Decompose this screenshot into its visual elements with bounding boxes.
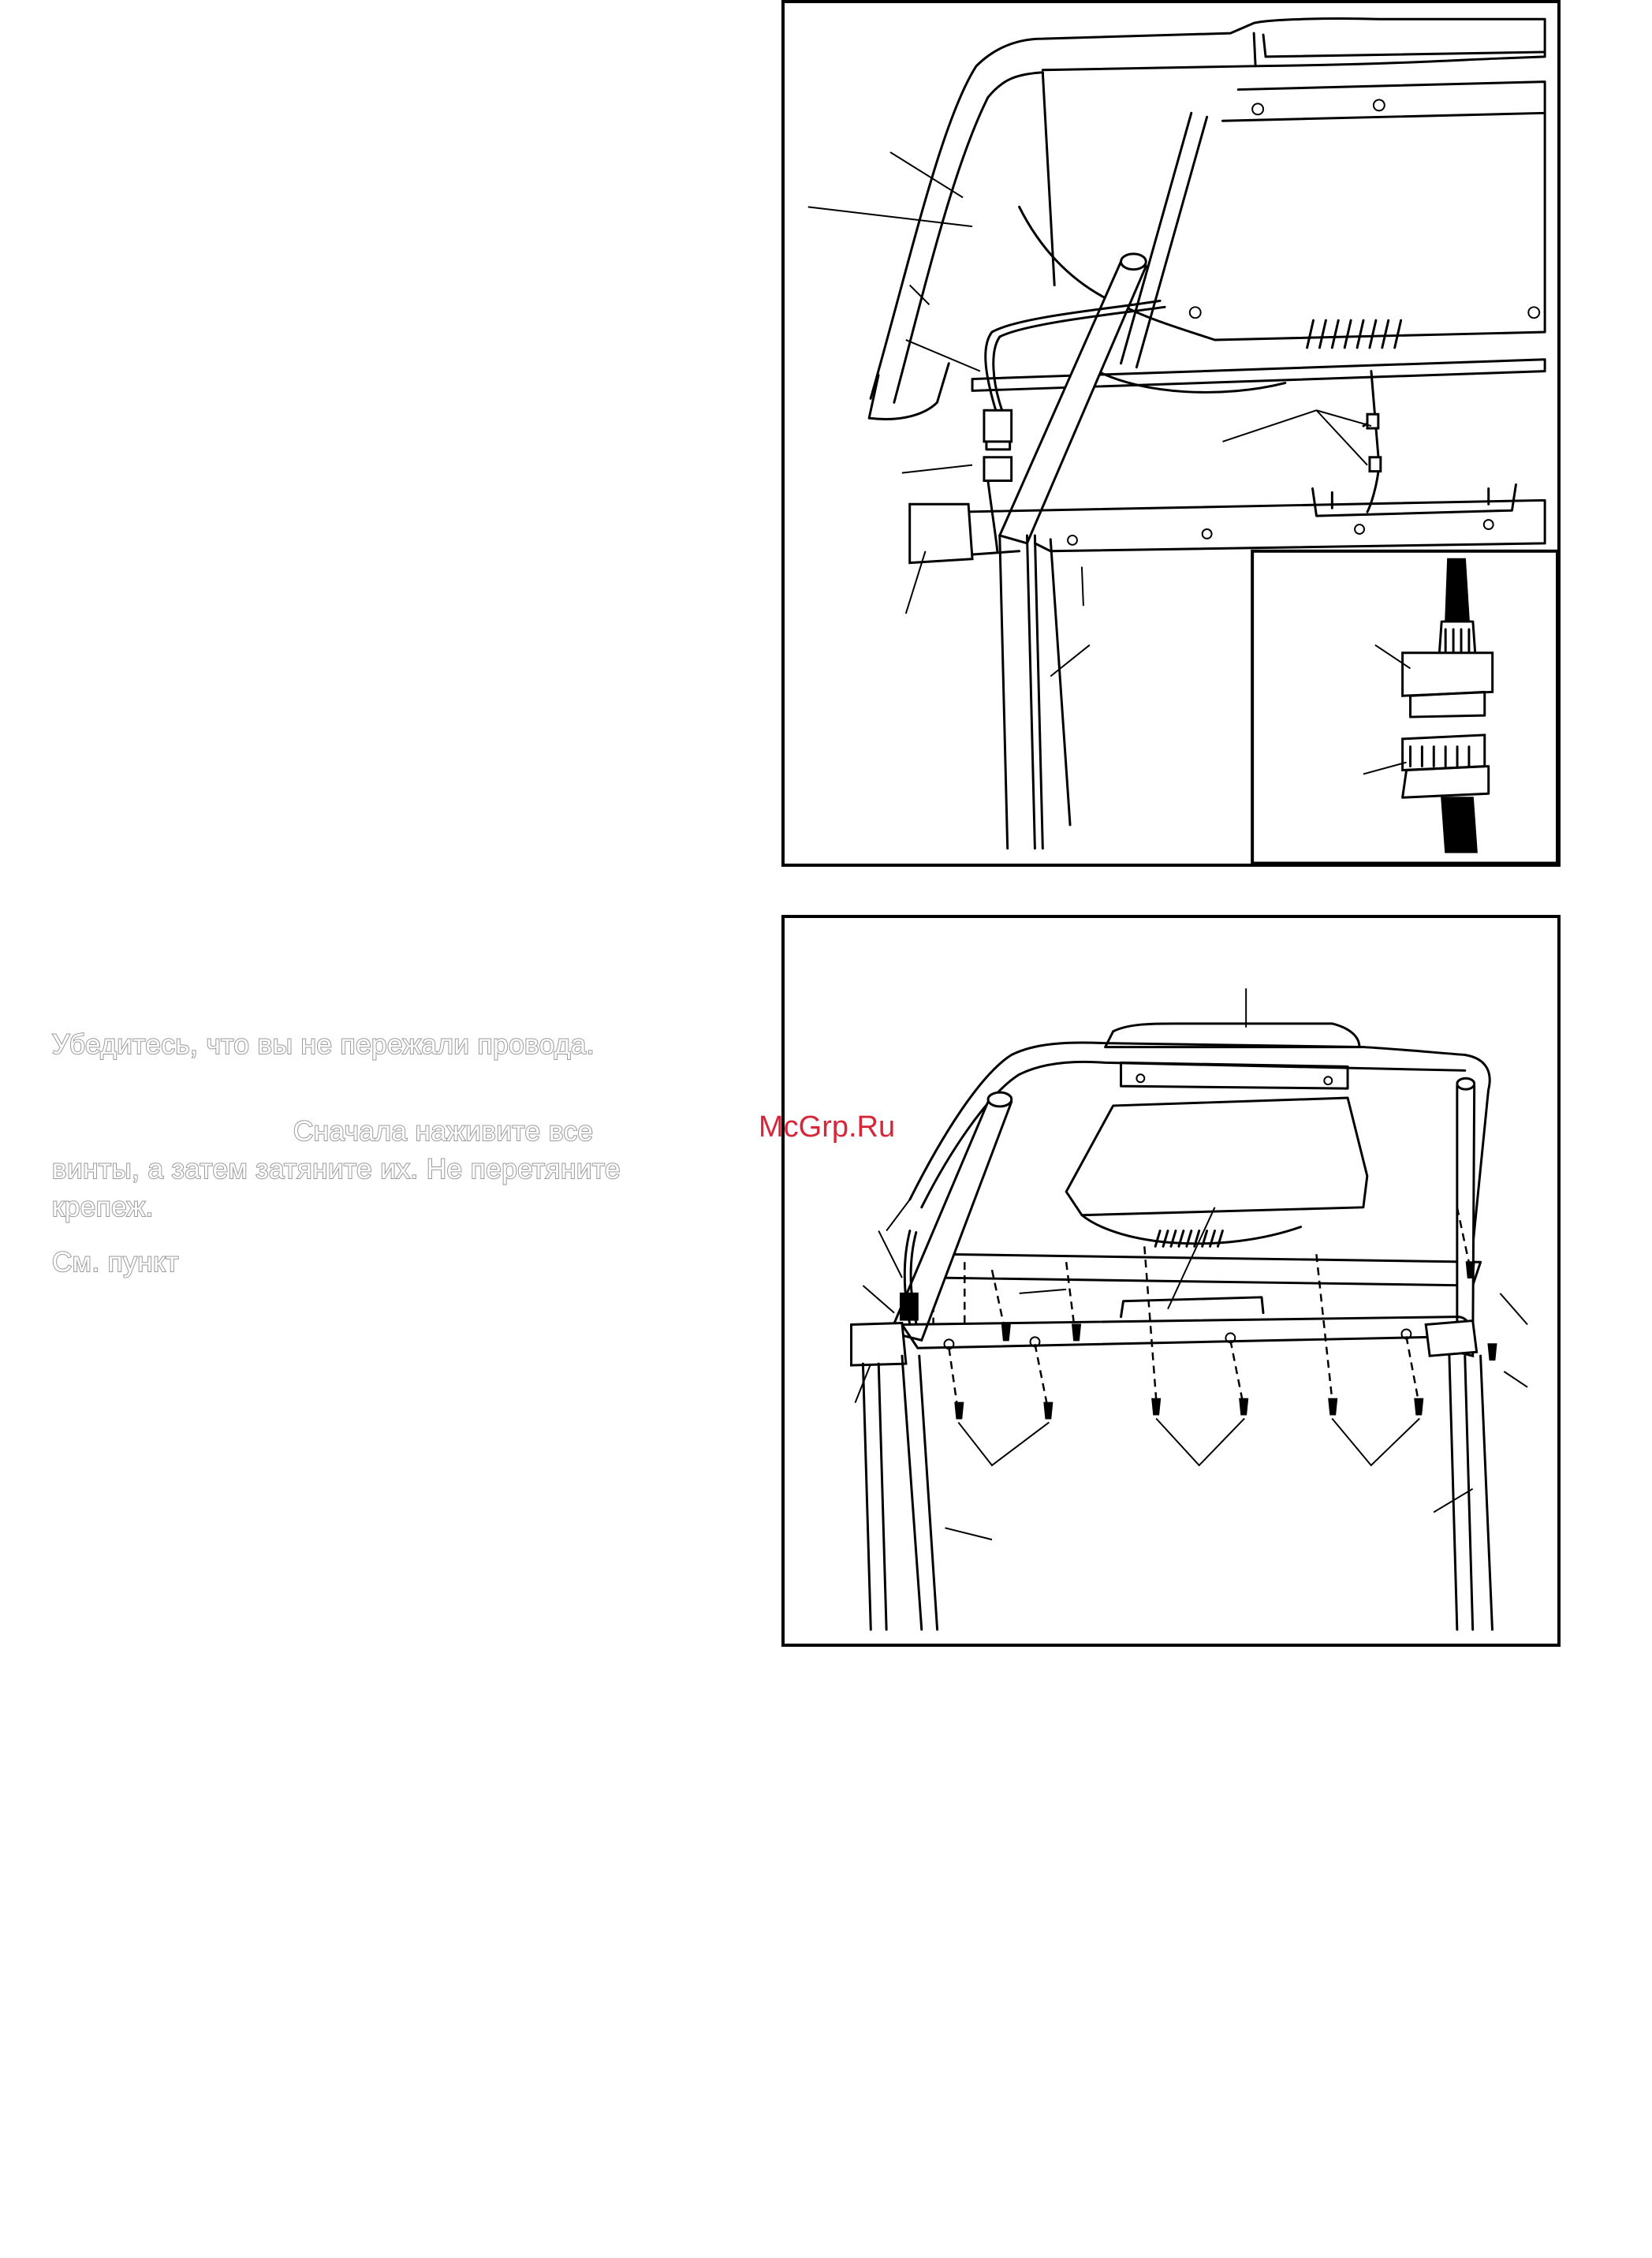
figure-console-mounting [781, 915, 1561, 1647]
screw-guides [949, 1207, 1468, 1403]
figure-wire-connection-drawing [785, 3, 1557, 864]
instruction-tighten-first: Сначала наживите все [293, 1116, 594, 1147]
figure-wire-connection [781, 0, 1561, 867]
site-watermark[interactable]: McGrp.Ru [759, 1110, 896, 1144]
instruction-tighten-third: крепеж. [52, 1192, 154, 1222]
figure-console-mounting-drawing [785, 918, 1557, 1644]
instruction-see-step: См. пункт [52, 1247, 179, 1278]
vent-slots [1307, 320, 1401, 348]
instruction-wires-warning: Убедитесь, что вы не пережали провода. [52, 1029, 595, 1060]
instruction-tighten-second: винты, а затем затяните их. Не перетяните [52, 1154, 621, 1185]
inset-box [1252, 551, 1557, 864]
